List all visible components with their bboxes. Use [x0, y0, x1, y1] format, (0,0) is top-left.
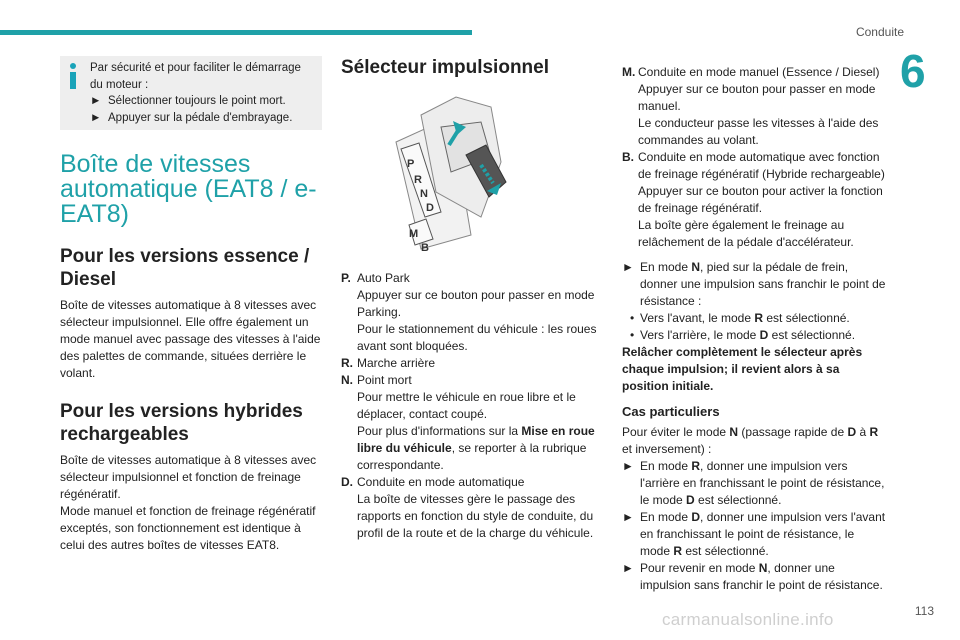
- column-right: [622, 56, 886, 594]
- instruction-neutral: ► En mode N, pied sur la pédale de frein, donner une impulsion sans franchir le point de résistance :: [622, 260, 886, 308]
- arrow-icon: ►: [90, 95, 102, 107]
- arrow-icon: ►: [622, 510, 634, 524]
- info-box: [60, 56, 322, 130]
- definition-item-m: M. Conduite en mode manuel (Essence / Diesel) Appuyer sur ce bouton pour passer en mode manuel. Le conducteur passe les vitesses à l'aide des commandes au volant.: [622, 65, 880, 147]
- selector-letter-b: B: [421, 242, 429, 254]
- section-title: Conduite: [855, 25, 904, 39]
- definition-list: [341, 270, 603, 542]
- section-heading-selector: Sélecteur impulsionnel: [341, 57, 549, 78]
- chapter-heading: Boîte de vitesses automatique (EAT8 / e-EAT8): [60, 150, 317, 228]
- gear-selector-drawing: [341, 87, 603, 262]
- column-middle: [341, 56, 603, 542]
- paragraph: Mode manuel et fonction de freinage régénératif exceptés, son fonctionnement est identique à celui des autres boîtes de vitesses EAT8.: [60, 504, 316, 552]
- arrow-icon: ►: [622, 260, 634, 274]
- watermark: carmanualsonline.info: [662, 610, 834, 629]
- subheading-special-cases: Cas particuliers: [622, 404, 720, 419]
- definition-list: [622, 64, 886, 251]
- paragraph: Pour éviter le mode N (passage rapide de D à R et inversement) :: [622, 425, 879, 456]
- chapter-number: 6: [900, 45, 926, 97]
- release-note: Relâcher complètement le sélecteur après chaque impulsion; il revient alors à sa position initiale.: [622, 345, 863, 393]
- definition-item-r: R. Marche arrière: [341, 356, 436, 370]
- definition-item-n: N. Point mort Pour mettre le véhicule en roue libre et le déplacer, contact coupé. Pour plus d'informations sur la Mise en roue libre du véhicule, se reporter à la rubrique correspondante.: [341, 373, 595, 472]
- paragraph: Boîte de vitesses automatique à 8 vitesses avec sélecteur impulsionnel et fonction de freinage régénératif.: [60, 453, 317, 501]
- paragraph: Boîte de vitesses automatique à 8 vitesses avec sélecteur impulsionnel. Elle offre également un mode manuel avec passage des vitesses à l'aide des palettes de commande, situées derrière le volant.: [60, 298, 321, 380]
- info-text: Par sécurité et pour faciliter le démarrage du moteur :: [90, 62, 301, 91]
- info-bullet: ► Appuyer sur la pédale d'embrayage.: [90, 110, 314, 127]
- bullet-item: • Vers l'arrière, le mode D est sélectionné.: [630, 328, 856, 342]
- definition-item-p: P. Auto Park Appuyer sur ce bouton pour passer en mode Parking. Pour le stationnement du véhicule : les roues avant sont bloquées.: [341, 271, 597, 353]
- link-text: Mise en roue libre du véhicule: [357, 424, 595, 455]
- arrow-icon: ►: [90, 111, 102, 124]
- definition-item-d: D. Conduite en mode automatique La boîte de vitesses gère le passage des rapports en fonction du style de conduite, du profil de la route et de la charge du véhicule.: [341, 475, 594, 540]
- selector-letter-n: N: [420, 188, 428, 200]
- bullet-item: • Vers l'avant, le mode R est sélectionné.: [630, 311, 850, 325]
- arrow-icon: ►: [622, 561, 634, 575]
- selector-letter-d: D: [426, 202, 434, 214]
- instruction-item: ► En mode D, donner une impulsion vers l'avant en franchissant le point de résistance, le mode R est sélectionné.: [622, 510, 886, 558]
- column-left: [60, 56, 322, 554]
- instruction-item: ► En mode R, donner une impulsion vers l'arrière en franchissant le point de résistance, le mode D est sélectionné.: [622, 459, 885, 507]
- info-icon: [67, 63, 79, 89]
- selector-letter-r: R: [414, 174, 422, 186]
- selector-letter-p: P: [407, 158, 415, 170]
- header-accent-bar: [0, 30, 472, 35]
- selector-letter-m: M: [409, 228, 419, 240]
- gear-selector-illustration: [341, 87, 603, 262]
- page-number: 113: [914, 604, 934, 618]
- section-heading-essence: Pour les versions essence / Diesel: [60, 246, 310, 290]
- section-heading-hybride: Pour les versions hybrides rechargeables: [60, 401, 303, 445]
- info-bullet: ► Sélectionner toujours le point mort.: [90, 93, 314, 110]
- arrow-icon: ►: [622, 459, 634, 473]
- definition-item-b: B. Conduite en mode automatique avec fonction de freinage régénératif (Hybride rechargeable) Appuyer sur ce bouton pour activer la fonction de freinage régénératif. La boîte gère également le freinage au relâchement de la pédale d'accélérateur.: [622, 150, 885, 249]
- instruction-item: ► Pour revenir en mode N, donner une impulsion sans franchir le point de résistance.: [622, 561, 883, 592]
